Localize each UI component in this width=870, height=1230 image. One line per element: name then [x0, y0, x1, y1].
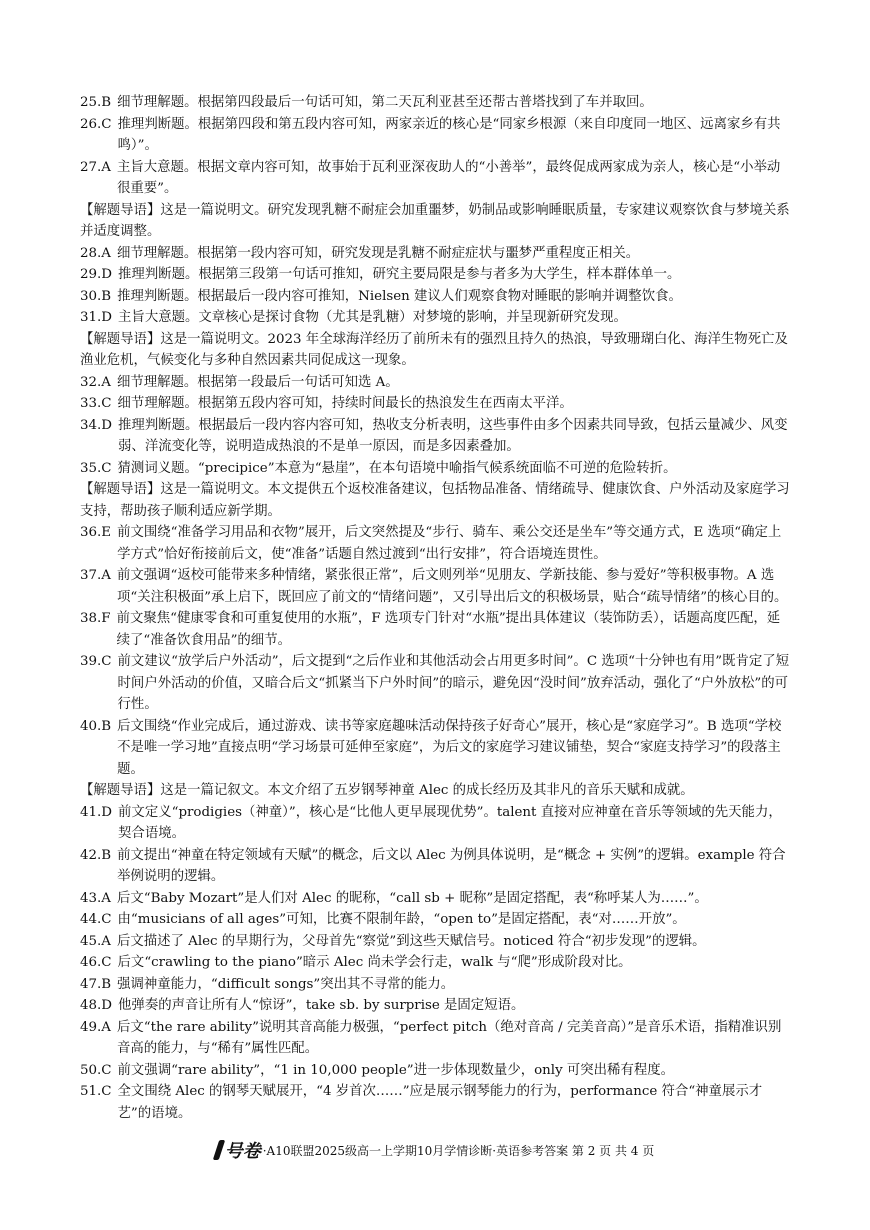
answer-explanation: 后文描述了 Alec 的早期行为，父母首先“察觉”到这些天赋信号。noticed 符合“初步发现”的逻辑。: [116, 933, 706, 949]
answer-entry: [80, 114, 792, 157]
publisher-logo-text: 号卷: [224, 1141, 261, 1162]
answer-number: 41.D: [80, 804, 113, 820]
answer-number: 28.A: [80, 245, 111, 261]
passage-intro-label: 【解题导语】: [80, 783, 161, 798]
answer-entry: [80, 952, 792, 974]
answer-number: 29.D: [80, 267, 113, 282]
answer-entry: [80, 1017, 792, 1060]
answer-entry: [80, 286, 792, 308]
answer-explanation: 后文“the rare ability”说明其音高能力极强，“perfect pitch（绝对音高 / 完美音高）”是音乐术语，指精准识别音高的能力，与“稀有”属性匹配。: [116, 1019, 782, 1056]
answer-explanation: 推理判断题。根据最后一段内容内容可知，热收支分析表明，这些事件由多个因素共同导致，包括云量减少、风变弱、洋流变化等，说明造成热浪的不是单一原因，而是多因素叠加。: [118, 417, 788, 454]
answer-number: 46.C: [80, 955, 112, 970]
answer-number: 35.C: [80, 460, 112, 476]
passage-intro: [80, 780, 792, 802]
answer-entry: [80, 92, 792, 114]
answer-explanation: 前文强调“rare ability”，“1 in 10,000 people”进一步体现数量少，only 可突出稀有程度。: [117, 1062, 675, 1078]
answer-number: 36.E: [80, 525, 112, 540]
answer-explanation: 由“musicians of all ages”可知，比赛不限制年龄，“open to”是固定搭配，表“对……开放”。: [117, 912, 686, 927]
answer-explanation: 细节理解题。根据第一段内容可知，研究发现是乳糖不耐症症状与噩梦严重程度正相关。: [116, 245, 640, 261]
answer-explanation: 猜测词义题。“precipice”本意为“悬崖”，在本句语境中喻指气候系统面临不可逆的危险转折。: [117, 460, 677, 476]
passage-intro-text: 这是一篇说明文。2023 年全球海洋经历了前所未有的强烈且持久的热浪，导致珊瑚白化、海洋生物死亡及渔业危机，气候变化与多种自然因素共同促成这一现象。: [80, 331, 788, 368]
answer-entry: [80, 974, 792, 996]
answer-entry: [80, 415, 792, 458]
passage-intro-label: 【解题导语】: [80, 202, 161, 218]
passage-intro-text: 这是一篇说明文。研究发现乳糖不耐症会加重噩梦，奶制品或影响睡眠质量，专家建议观察饮食与梦境关系并适度调整。: [80, 202, 790, 239]
answer-explanation: 后文“Baby Mozart”是人们对 Alec 的昵称，“call sb + 昵称”是固定搭配，表“称呼某人为……”。: [116, 890, 708, 906]
answer-entry: [80, 888, 792, 910]
footer-text: ·A10联盟2025级高一上学期10月学情诊断·英语参考答案 第 2 页 共 4 页: [262, 1144, 655, 1158]
answer-explanation: 后文围绕“作业完成后，通过游戏、读书等家庭趣味活动保持孩子好奇心”展开，核心是“家庭学习”。B 选项“学校不是唯一学习地”直接点明“学习场景可延伸至家庭”，为后文的家庭学习建议铺垫，契合“家庭支持学习”的段落主题。: [117, 718, 782, 777]
answer-number: 31.D: [80, 310, 113, 325]
answer-explanation: 主旨大意题。文章核心是探讨食物（尤其是乳糖）对梦境的影响，并呈现新研究发现。: [118, 310, 627, 325]
answer-number: 30.B: [80, 288, 112, 304]
answer-number: 48.D: [80, 998, 113, 1013]
answer-entry: [80, 1060, 792, 1082]
answer-explanation: 强调神童能力，“difficult songs”突出其不寻常的能力。: [117, 976, 455, 992]
answer-number: 25.B: [80, 95, 112, 110]
answer-number: 32.A: [80, 374, 111, 390]
answer-number: 51.C: [80, 1084, 112, 1099]
answer-number: 34.D: [80, 417, 113, 433]
answer-entry: [80, 931, 792, 953]
answer-entry: [80, 716, 792, 781]
answer-number: 40.B: [80, 718, 112, 734]
passage-intro-label: 【解题导语】: [80, 482, 161, 497]
answer-explanation: 推理判断题。根据第四段和第五段内容可知，两家亲近的核心是“同家乡根源（来自印度同一地区、远离家乡有共鸣）”。: [117, 116, 781, 153]
answer-explanation: 前文提出“神童在特定领域有天赋”的概念，后文以 Alec 为例具体说明，是“概念 + 实例”的逻辑。example 符合举例说明的逻辑。: [117, 847, 786, 884]
answer-number: 26.C: [80, 116, 112, 132]
answer-entry: [80, 995, 792, 1017]
answer-entry: [80, 565, 792, 608]
answer-entry: [80, 372, 792, 394]
answer-explanation: 细节理解题。根据第五段内容可知，持续时间最长的热浪发生在西南太平洋。: [117, 396, 573, 411]
answer-entry: [80, 845, 792, 888]
answer-explanation: 前文建议“放学后户外活动”，后文提到“之后作业和其他活动会占用更多时间”。C 选项“十分钟也有用”既肯定了短时间户外活动的价值，又暗合后文“抓紧当下户外时间”的暗示，避免因“没时间”放弃活动，强化了“户外放松”的可行性。: [117, 654, 790, 712]
answer-explanation: 前文聚焦“健康零食和可重复使用的水瓶”，F 选项专门针对“水瓶”提出具体建议（装饰防丢），话题高度匹配，延续了“准备饮食用品”的细节。: [116, 611, 781, 648]
passage-intro: [80, 479, 792, 522]
answer-number: 33.C: [80, 396, 112, 411]
passage-intro: [80, 200, 792, 243]
answer-entry: [80, 651, 792, 716]
answer-number: 27.A: [80, 159, 111, 175]
publisher-logo-icon: [212, 1140, 224, 1160]
answer-entry: [80, 608, 792, 651]
passage-intro: [80, 329, 792, 372]
answer-number: 44.C: [80, 912, 112, 927]
answer-number: 43.A: [80, 890, 111, 906]
answer-number: 37.A: [80, 568, 111, 583]
answer-entry: [80, 802, 792, 845]
answer-explanation: 主旨大意题。根据文章内容可知，故事始于瓦利亚深夜助人的“小善举”，最终促成两家成为亲人，核心是“小举动很重要”。: [116, 159, 781, 196]
answer-number: 45.A: [80, 933, 111, 949]
answer-explanation: 前文强调“返校可能带来多种情绪，紧张很正常”，后文则列举“见朋友、学新技能、参与爱好”等积极事物。A 选项“关注积极面”承上启下，既回应了前文的“情绪问题”，又引导出后文的积极场景，贴合“疏导情绪”的核心目的。: [116, 568, 788, 605]
passage-intro-text: 这是一篇说明文。本文提供五个返校准备建议，包括物品准备、情绪疏导、健康饮食、户外活动及家庭学习支持，帮助孩子顺利适应新学期。: [80, 482, 790, 519]
answer-number: 50.C: [80, 1062, 112, 1078]
answer-number: 47.B: [80, 976, 112, 992]
answer-entry: [80, 909, 792, 931]
answer-entry: [80, 264, 792, 286]
answer-explanation: 推理判断题。根据第三段第一句话可推知，研究主要局限是参与者多为大学生，样本群体单一。: [118, 267, 681, 282]
answer-explanation: 推理判断题。根据最后一段内容可推知，Nielsen 建议人们观察食物对睡眠的影响并调整饮食。: [117, 288, 682, 304]
answer-entry: [80, 393, 792, 415]
answer-entry: [80, 522, 792, 565]
answer-entry: [80, 243, 792, 265]
answer-number: 42.B: [80, 847, 112, 863]
answer-explanation: 细节理解题。根据第一段最后一句话可知选 A。: [116, 374, 399, 390]
answer-number: 39.C: [80, 654, 112, 669]
answer-entry: [80, 157, 792, 200]
answer-number: 38.F: [80, 611, 111, 626]
answer-number: 49.A: [80, 1019, 111, 1035]
passage-intro-text: 这是一篇记叙文。本文介绍了五岁钢琴神童 Alec 的成长经历及其非凡的音乐天赋和成就。: [160, 783, 694, 798]
page-footer: [0, 1140, 870, 1162]
answer-explanation: 后文“crawling to the piano”暗示 Alec 尚未学会行走，walk 与“爬”形成阶段对比。: [117, 955, 632, 970]
answer-explanation: 细节理解题。根据第四段最后一句话可知，第二天瓦利亚甚至还帮古普塔找到了车并取回。: [117, 95, 653, 110]
answer-entry: [80, 458, 792, 480]
answer-explanation: 前文围绕“准备学习用品和衣物”展开，后文突然提及“步行、骑车、乘公交还是坐车”等交通方式，E 选项“确定上学方式”恰好衔接前后文，使“准备”话题自然过渡到“出行安排”，符合语境连贯性。: [117, 525, 782, 562]
answer-explanation: 全文围绕 Alec 的钢琴天赋展开，“4 岁首次……”应是展示钢琴能力的行为，performance 符合“神童展示才艺”的语境。: [117, 1084, 763, 1121]
answer-explanation: 前文定义“prodigies（神童）”，核心是“比他人更早展现优势”。talent 直接对应神童在音乐等领域的先天能力，契合语境。: [118, 804, 782, 841]
answer-entry: [80, 1081, 792, 1124]
answer-entry: [80, 307, 792, 329]
answer-key-content: [80, 92, 792, 1124]
answer-explanation: 他弹奏的声音让所有人“惊讶”，take sb. by surprise 是固定短语。: [118, 998, 525, 1013]
passage-intro-label: 【解题导语】: [80, 331, 161, 347]
